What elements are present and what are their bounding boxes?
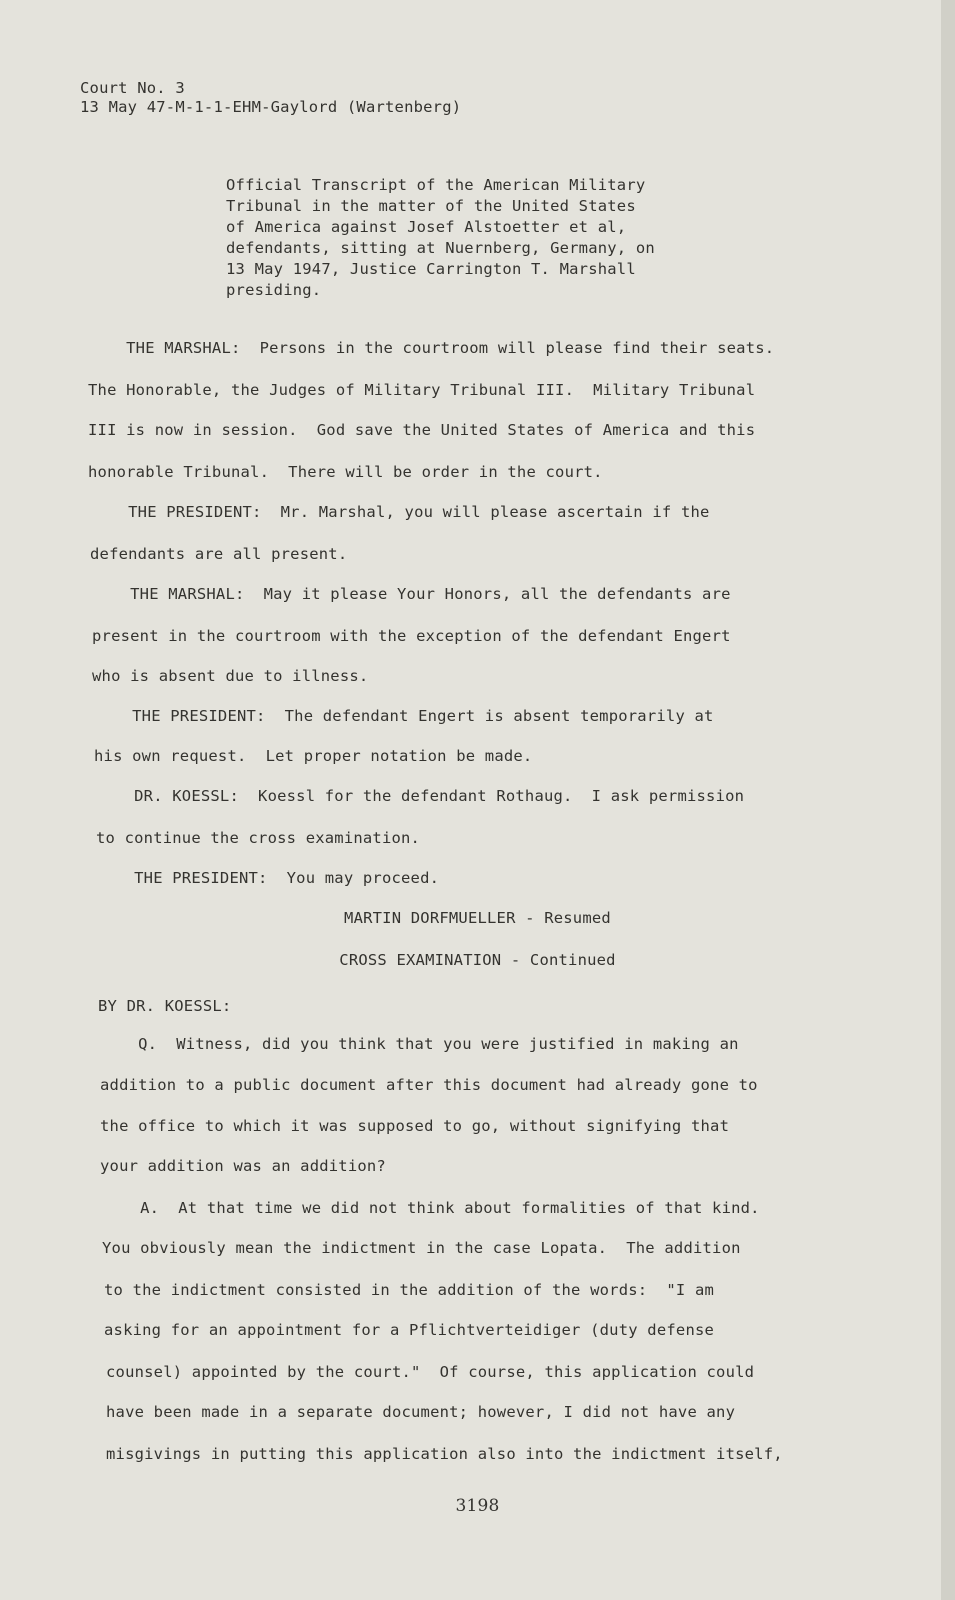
caption-line: presiding.	[226, 281, 322, 299]
court-number: Court No. 3	[80, 79, 185, 97]
text-line: misgivings in putting this application also into the indictment itself,	[106, 1445, 783, 1463]
text-line: THE PRESIDENT: You may proceed.	[96, 869, 440, 887]
text-line: THE MARSHAL: Persons in the courtroom will please find their seats.	[88, 339, 775, 357]
text-line: your addition was an addition?	[100, 1157, 386, 1175]
text-line: addition to a public document after this document had already gone to	[100, 1076, 758, 1094]
caption-line: Tribunal in the matter of the United States	[226, 197, 636, 215]
text-line: THE MARSHAL: May it please Your Honors, all the defendants are	[92, 585, 731, 603]
document-reference: 13 May 47-M-1-1-EHM-Gaylord (Wartenberg)	[80, 98, 462, 116]
text-line: THE PRESIDENT: The defendant Engert is absent temporarily at	[94, 707, 714, 725]
page-number: 3198	[455, 1496, 500, 1516]
text-line: counsel) appointed by the court." Of course, this application could	[106, 1363, 755, 1381]
text-line: A. At that time we did not think about formalities of that kind.	[102, 1199, 760, 1217]
text-line: present in the courtroom with the exception of the defendant Engert	[92, 627, 731, 645]
text-line: his own request. Let proper notation be made.	[94, 747, 533, 765]
examiner-line: BY DR. KOESSL:	[98, 997, 232, 1015]
caption-line: defendants, sitting at Nuernberg, Germany, on	[226, 239, 655, 257]
text-line: to the indictment consisted in the addition of the words: "I am	[104, 1281, 715, 1299]
text-line: to continue the cross examination.	[96, 829, 421, 847]
text-line: the office to which it was supposed to go, without signifying that	[100, 1117, 730, 1135]
text-line: who is absent due to illness.	[92, 667, 369, 685]
page-edge	[941, 0, 955, 1600]
text-line: THE PRESIDENT: Mr. Marshal, you will please ascertain if the	[90, 503, 710, 521]
witness-heading: MARTIN DORFMUELLER - Resumed	[344, 909, 611, 927]
caption-line: of America against Josef Alstoetter et al,	[226, 218, 627, 236]
text-line: defendants are all present.	[90, 545, 348, 563]
text-line: asking for an appointment for a Pflichtverteidiger (duty defense	[104, 1321, 715, 1339]
text-line: The Honorable, the Judges of Military Tribunal III. Military Tribunal	[88, 381, 756, 399]
text-line: III is now in session. God save the United States of America and this	[88, 421, 756, 439]
text-line: have been made in a separate document; however, I did not have any	[106, 1403, 736, 1421]
caption-line: Official Transcript of the American Military	[226, 176, 646, 194]
text-line: Q. Witness, did you think that you were justified in making an	[100, 1035, 739, 1053]
text-line: You obviously mean the indictment in the case Lopata. The addition	[102, 1239, 741, 1257]
text-line: DR. KOESSL: Koessl for the defendant Rothaug. I ask permission	[96, 787, 745, 805]
text-line: honorable Tribunal. There will be order in the court.	[88, 463, 603, 481]
examination-heading: CROSS EXAMINATION - Continued	[339, 951, 616, 969]
caption-line: 13 May 1947, Justice Carrington T. Marshall	[226, 260, 636, 278]
